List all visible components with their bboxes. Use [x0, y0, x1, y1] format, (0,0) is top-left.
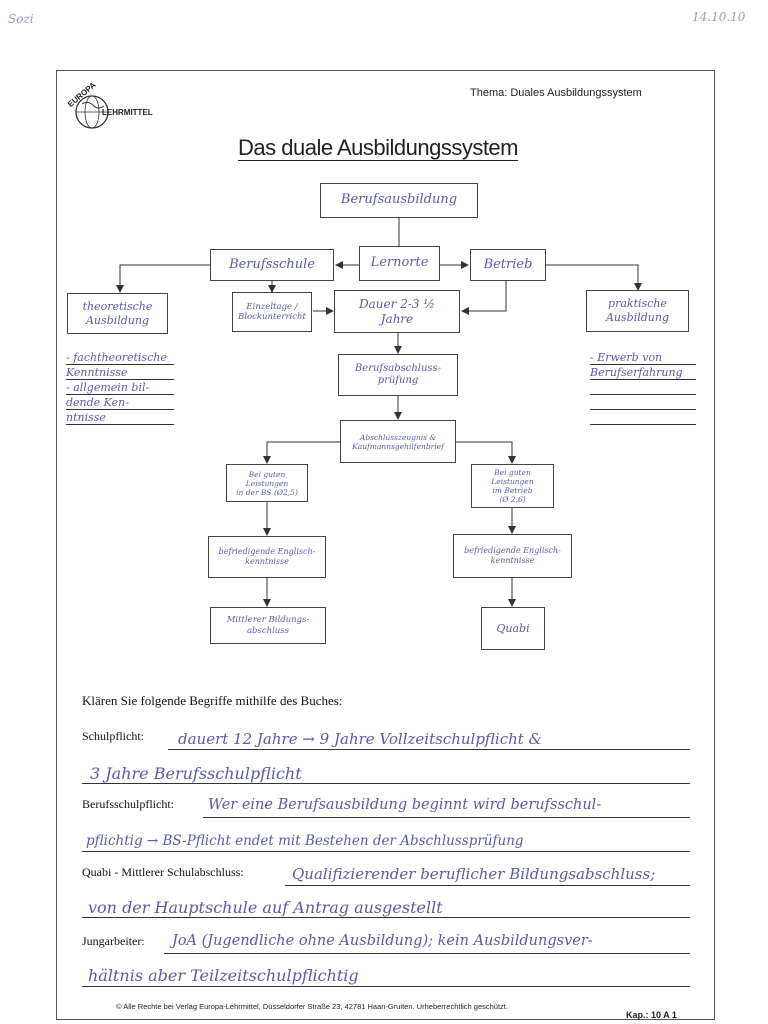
box-text-line: kenntnisse	[245, 557, 289, 566]
answer-line	[82, 783, 690, 784]
answer-quabi-1: Qualifizierender beruflicher Bildungsabschluss;	[292, 865, 656, 883]
box-text-line: theoretische	[82, 299, 153, 313]
box-englisch-left	[208, 536, 326, 578]
box-text-line: Ausbildung	[85, 313, 149, 327]
box-praktische-ausbildung	[586, 290, 689, 332]
notes-theoretisch	[66, 350, 174, 425]
box-leistung-bs	[226, 464, 308, 502]
box-text-line: befriedigende Englisch-	[218, 547, 316, 557]
box-leistung-betrieb	[471, 464, 554, 508]
box-text-line: in der BS (Ø2,5)	[236, 487, 298, 497]
note-line: Berufserfahrung	[590, 365, 696, 380]
chapter-label: Kap.: 10 A 1	[626, 1010, 677, 1020]
note-line: dende Ken-	[66, 395, 174, 410]
term-label-berufsschulpflicht: Berufsschulpflicht:	[82, 797, 174, 811]
logo-bottom-text: LEHRMITTEL	[102, 108, 153, 117]
answer-jungarbeiter-1: JoA (Jugendliche ohne Ausbildung); kein Ausbildungsver-	[172, 933, 593, 949]
answer-quabi-2: von der Hauptschule auf Antrag ausgestellt	[88, 898, 443, 917]
box-text-line: (Ø 2,6)	[499, 495, 526, 504]
logo-top-text: EUROPA	[66, 80, 98, 109]
box-abschlusszeugnis	[340, 420, 456, 463]
box-text-line: Bei guten Leistungen	[245, 469, 289, 488]
instruction-text: Klären Sie folgende Begriffe mithilfe des Buches:	[82, 693, 343, 708]
box-text-line: im Betrieb	[492, 486, 533, 495]
box-text-line: prüfung	[377, 375, 419, 386]
box-theoretische-ausbildung	[67, 293, 168, 334]
box-text-line: Blockunterricht	[238, 312, 306, 322]
answer-line	[164, 953, 690, 954]
box-text-line: Mittlerer Bildungs-	[226, 615, 310, 626]
corner-note-date: 14.10.10	[692, 10, 746, 24]
box-lernorte: Lernorte	[359, 246, 440, 281]
box-text-line: abschluss	[246, 625, 289, 636]
thema-label: Thema: Duales Ausbildungssystem	[470, 87, 642, 99]
box-berufsabschlusspruefung	[338, 354, 458, 396]
box-text-line: Dauer 2-3 ½	[359, 296, 435, 311]
note-line: Kenntnisse	[66, 365, 174, 380]
note-line: ntnisse	[66, 410, 174, 425]
box-berufsausbildung: Berufsausbildung	[320, 183, 478, 218]
answer-line	[168, 749, 690, 750]
copyright-footer: © Alle Rechte bei Verlag Europa-Lehrmittel, Düsseldorfer Straße 23, 42781 Haan-Gruiten. Urheberrechtlich geschützt.	[116, 1002, 508, 1011]
note-line: - Erwerb von	[590, 350, 696, 365]
box-text-line: Bei guten Leistungen	[491, 468, 534, 486]
corner-note-subject: Sozi	[8, 12, 34, 26]
answer-berufsschulpflicht-2: pflichtig → BS-Pflicht endet mit Bestehen der Abschlussprüfung	[86, 833, 524, 849]
answer-berufsschulpflicht-1: Wer eine Berufsausbildung beginnt wird berufsschul-	[208, 797, 602, 813]
answer-schulpflicht-2: 3 Jahre Berufsschulpflicht	[90, 764, 302, 783]
term-label-jungarbeiter: Jungarbeiter:	[82, 934, 145, 948]
note-line-empty	[590, 395, 696, 410]
answer-jungarbeiter-2: hältnis aber Teilzeitschulpflichtig	[88, 966, 359, 985]
answer-schulpflicht-1: dauert 12 Jahre → 9 Jahre Vollzeitschulpflicht &	[178, 730, 542, 748]
note-line: - allgemein bil-	[66, 380, 174, 395]
box-mittlerer-abschluss	[210, 607, 326, 644]
box-text-line: Kaufmannsgehilfenbrief	[352, 441, 444, 451]
box-text-line: kenntnisse	[490, 556, 535, 565]
box-berufsschule: Berufsschule	[210, 249, 334, 281]
box-quabi: Quabi	[481, 607, 545, 650]
note-line: - fachtheoretische	[66, 350, 174, 365]
answer-line	[82, 851, 690, 852]
box-einzeltage	[232, 292, 312, 332]
box-text-line: praktische	[608, 297, 667, 311]
term-label-schulpflicht: Schulpflicht:	[82, 729, 144, 743]
box-text-line: befriedigende Englisch-	[464, 546, 561, 556]
box-text-line: Berufsabschluss-	[354, 363, 442, 374]
answer-line	[82, 917, 690, 918]
answer-line	[285, 885, 690, 886]
box-text-line: Jahre	[380, 311, 414, 326]
note-line-empty	[590, 380, 696, 395]
answer-line	[203, 817, 690, 818]
note-line-empty	[590, 410, 696, 425]
box-dauer	[334, 290, 460, 333]
box-text-line: Abschlusszeugnis &	[359, 432, 437, 442]
answer-line	[82, 986, 690, 987]
term-label-quabi: Quabi - Mittlerer Schulabschluss:	[82, 865, 244, 879]
notes-praktisch	[590, 350, 696, 425]
page-title: Das duale Ausbildungssystem	[238, 135, 518, 160]
box-text-line: Einzeltage /	[246, 301, 298, 312]
box-text-line: Ausbildung	[605, 311, 669, 324]
box-betrieb: Betrieb	[470, 249, 546, 281]
box-englisch-right	[453, 534, 572, 578]
